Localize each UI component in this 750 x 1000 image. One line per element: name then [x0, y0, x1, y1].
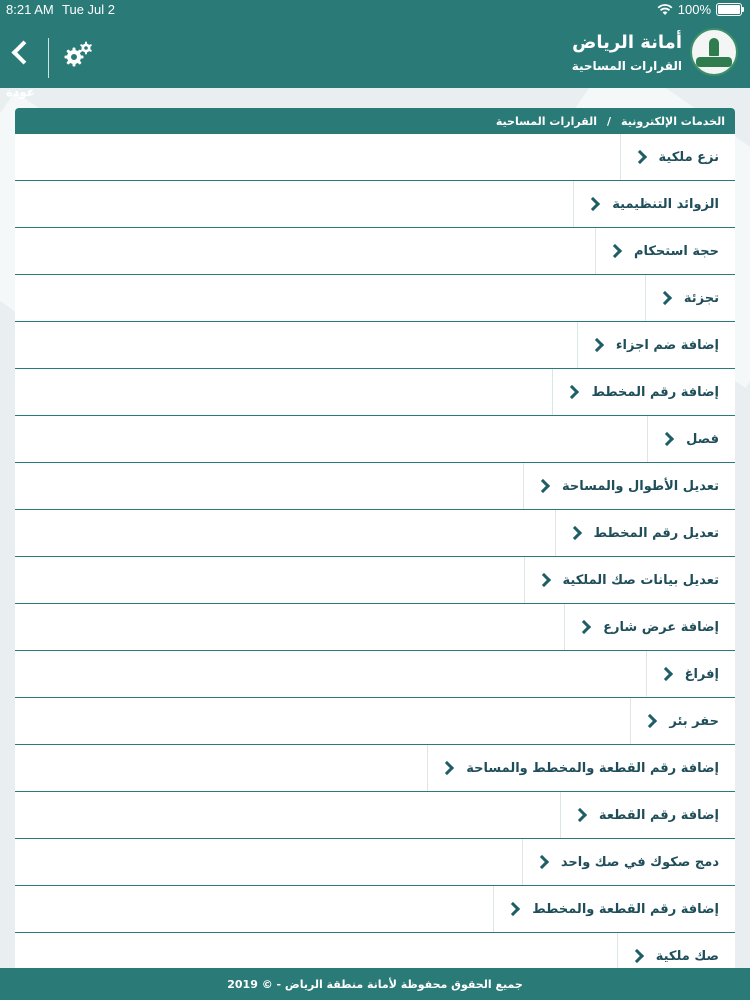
list-item-label: إضافة ضم اجزاء [615, 337, 719, 353]
list-item[interactable] [15, 369, 735, 416]
chevron-left-icon [11, 40, 35, 64]
breadcrumb-separator: / [607, 114, 612, 128]
list-item-label: إضافة رقم القطعة والمخطط والمساحة [466, 760, 719, 776]
chevron-right-icon [536, 573, 550, 587]
list-item[interactable] [15, 604, 735, 651]
list-item-label: تعديل بيانات صك الملكية [562, 572, 719, 588]
chevron-right-icon [590, 338, 604, 352]
list-item-label: حفر بئر [669, 713, 719, 729]
list-item-label: تعديل الأطوال والمساحة [561, 478, 719, 494]
chevron-right-icon [658, 291, 672, 305]
list-item-label: إفراغ [684, 666, 719, 682]
chevron-right-icon [535, 855, 549, 869]
gears-icon[interactable] [62, 40, 94, 72]
arrow-cell [522, 839, 561, 885]
list-item[interactable] [15, 745, 735, 792]
app-header [0, 20, 750, 99]
list-item-label: تجزئة [683, 290, 719, 306]
list-item[interactable] [15, 322, 735, 369]
logo-tower [709, 38, 719, 56]
arrow-cell [573, 181, 612, 227]
logo-band [696, 57, 732, 67]
chevron-right-icon [577, 620, 591, 634]
arrow-cell [630, 698, 669, 744]
chevron-right-icon [536, 479, 550, 493]
chevron-right-icon [659, 667, 673, 681]
wifi-icon [657, 4, 673, 16]
arrow-cell [560, 792, 599, 838]
arrow-cell [577, 322, 616, 368]
list-item-label: فصل [686, 431, 719, 447]
chevron-right-icon [506, 902, 520, 916]
list-item-label: إضافة عرض شارع [603, 619, 719, 635]
services-panel [15, 108, 735, 968]
breadcrumb [15, 108, 735, 134]
chevron-right-icon [567, 526, 581, 540]
list-item[interactable] [15, 557, 735, 604]
list-item-label: إضافة رقم القطعة والمخطط [532, 901, 719, 917]
arrow-cell [555, 510, 594, 556]
list-item[interactable] [15, 510, 735, 557]
list-item[interactable] [15, 181, 735, 228]
breadcrumb-root[interactable]: الخدمات الإلكترونية [621, 114, 725, 128]
services-list [15, 134, 735, 968]
breadcrumb-current: القرارات المساحية [495, 114, 597, 128]
arrow-cell [647, 416, 686, 462]
copyright-text: جميع الحقوق محفوظة لأمانة منطقة الرياض - © 2019 [227, 977, 523, 991]
list-item[interactable] [15, 933, 735, 968]
arrow-cell [564, 604, 603, 650]
chevron-right-icon [630, 949, 644, 963]
arrow-cell [523, 463, 562, 509]
chevron-right-icon [586, 197, 600, 211]
chevron-right-icon [643, 714, 657, 728]
arrow-cell [620, 134, 659, 180]
list-item[interactable] [15, 886, 735, 933]
list-item[interactable] [15, 463, 735, 510]
header-divider [48, 38, 49, 78]
chevron-right-icon [573, 808, 587, 822]
battery-percent: 100% [677, 2, 711, 17]
list-item[interactable] [15, 134, 735, 181]
list-item[interactable] [15, 228, 735, 275]
list-item[interactable] [15, 416, 735, 463]
arrow-cell [617, 933, 656, 968]
list-item-label: تعديل رقم المخطط [593, 525, 719, 541]
arrow-cell [427, 745, 466, 791]
back-button[interactable] [6, 38, 40, 99]
status-time: 8:21 AM [6, 2, 54, 17]
arrow-cell [595, 228, 634, 274]
list-item[interactable] [15, 651, 735, 698]
status-right [657, 2, 742, 17]
list-item-label: إضافة رقم المخطط [591, 384, 719, 400]
chevron-right-icon [632, 150, 646, 164]
list-item-label: الزوائد التنظيمية [612, 196, 719, 212]
list-item[interactable] [15, 275, 735, 322]
list-item[interactable] [15, 839, 735, 886]
list-item-label: إضافة رقم القطعة [598, 807, 719, 823]
arrow-cell [493, 886, 532, 932]
arrow-cell [646, 651, 685, 697]
chevron-right-icon [565, 385, 579, 399]
list-item-label: صك ملكية [655, 948, 719, 964]
status-bar [0, 0, 750, 20]
back-label: عودة [6, 85, 35, 99]
chevron-right-icon [440, 761, 454, 775]
arrow-cell [552, 369, 591, 415]
battery-icon [716, 3, 742, 16]
arrow-cell [524, 557, 563, 603]
list-item-label: حجة استحكام [633, 243, 719, 259]
list-item[interactable] [15, 792, 735, 839]
arrow-cell [645, 275, 684, 321]
page-subtitle: القرارات المساحية [571, 59, 682, 73]
chevron-right-icon [660, 432, 674, 446]
list-item[interactable] [15, 698, 735, 745]
footer [0, 968, 750, 1000]
list-item-label: نزع ملكية [658, 149, 719, 165]
status-date: Tue Jul 2 [62, 2, 115, 17]
list-item-label: دمج صكوك في صك واحد [560, 854, 719, 870]
header-text [572, 32, 682, 73]
riyadh-logo [690, 28, 738, 76]
page-title: أمانة الرياض [572, 32, 682, 53]
chevron-right-icon [608, 244, 622, 258]
